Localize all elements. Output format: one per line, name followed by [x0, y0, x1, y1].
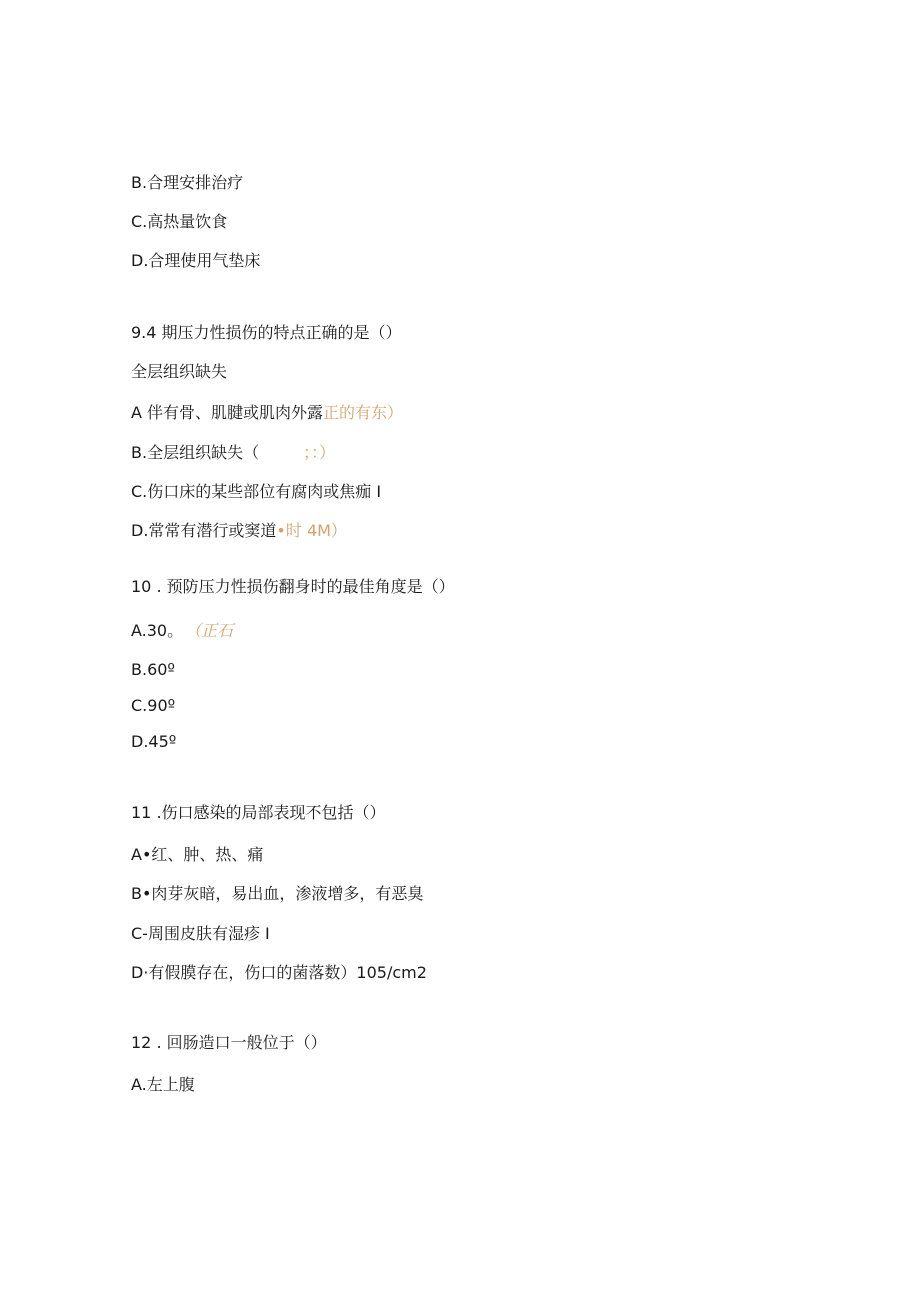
q10-option-a-mark: （正石	[193, 621, 234, 640]
q9-option-a-text: A 伴有骨、肌腱或肌肉外露	[131, 403, 324, 422]
q9-answer-hint: 全层组织缺失	[131, 362, 228, 381]
q9-option-b-text: B.全层组织缺失（	[131, 443, 260, 462]
q9-option-b-mark: ；：）	[303, 443, 336, 462]
q11-option-d: D·有假膜存在，伤口的菌落数）105∕cm2	[131, 963, 427, 982]
q11-stem: 11 .伤口感染的局部表现不包括（）	[131, 803, 386, 822]
q9-option-d	[131, 520, 347, 542]
q10-option-d: D.45º	[131, 732, 177, 751]
q11-option-c: C-周围皮肤有湿疹 I	[131, 924, 270, 943]
q9-option-a	[131, 402, 403, 424]
q12-stem: 12 . 回肠造口一般位于（）	[131, 1033, 327, 1052]
q10-option-a	[131, 620, 233, 642]
q10-stem: 10 . 预防压力性损伤翻身时的最佳角度是（）	[131, 577, 455, 596]
q10-option-a-text: A.30。	[131, 621, 184, 640]
q9-option-d-mark: •时 4M）	[276, 521, 347, 540]
q12-option-a: A.左上腹	[131, 1075, 195, 1094]
q11-option-b: B•肉芽灰暗，易出血，渗液增多，有恶臭	[131, 884, 424, 903]
q10-option-b: B.60º	[131, 660, 175, 679]
q10-option-c: C.90º	[131, 696, 176, 715]
q9-option-a-mark: 正的有东）	[323, 403, 404, 422]
q9-option-b	[131, 442, 335, 464]
q9-stem: 9.4 期压力性损伤的特点正确的是（）	[131, 323, 402, 342]
q8-option-d: D.合理使用气垫床	[131, 251, 261, 270]
q8-option-c: C.高热量饮食	[131, 212, 228, 231]
q9-option-d-text: D.常常有潜行或窦道	[131, 521, 277, 540]
q11-option-a: A•红、肿、热、痛	[131, 845, 264, 864]
q8-option-b: B.合理安排治疗	[131, 173, 244, 192]
q9-option-c: C.伤口床的某些部位有腐肉或焦痂 I	[131, 482, 382, 501]
